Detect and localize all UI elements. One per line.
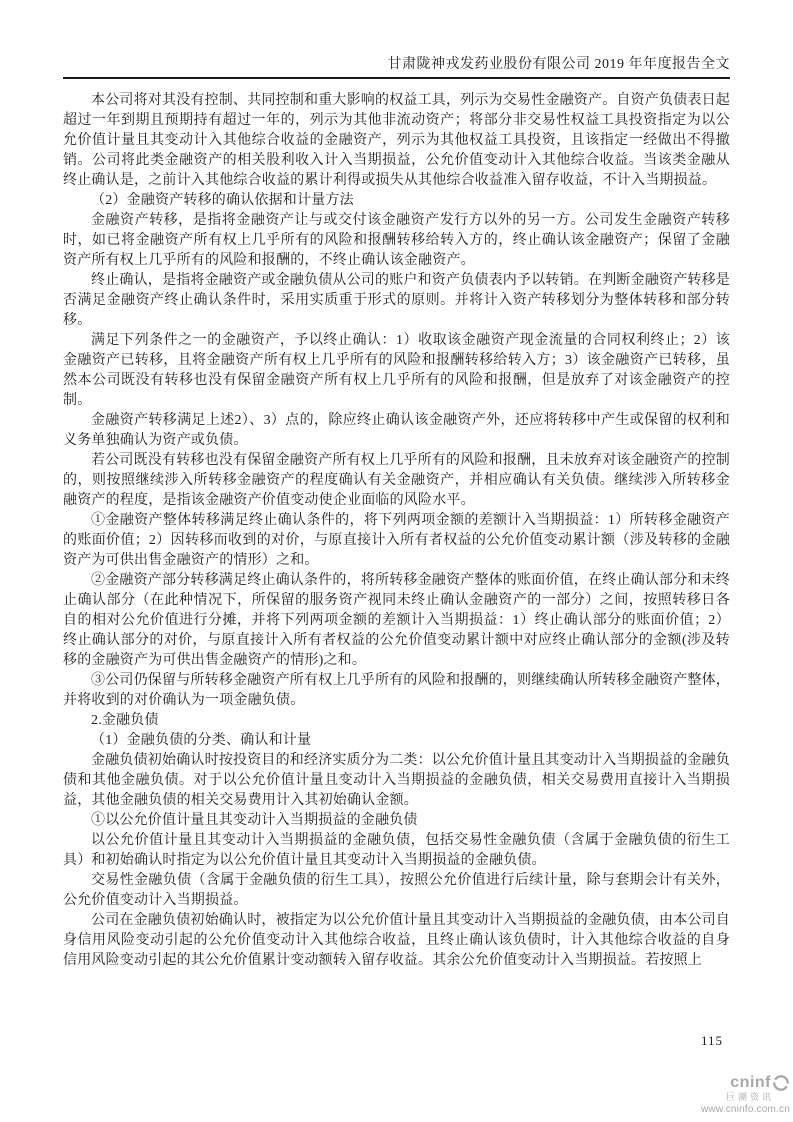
paragraph: 满足下列条件之一的金融资产，予以终止确认：1）收取该金融资产现金流量的合同权利终止；2）该金融资产已转移，且将金融资产所有权上几乎所有的风险和报酬转移给转入方；3）该金融资产已转移，虽然本公司既没有转移也没有保留金融资产所有权上几乎所有的风险和报酬，但是放弃了对该金融资产的控制。 <box>63 333 730 408</box>
section-heading: （1）金融负债的分类、确认和计量 <box>91 733 312 748</box>
page-header <box>63 56 730 79</box>
paragraph: 金融资产转移满足上述2）、3）点的，除应终止确认该金融资产外，还应将转移中产生或保留的权利和义务单独确认为资产或负债。 <box>63 413 730 448</box>
cninfo-swirl-icon <box>772 1074 790 1092</box>
paragraph: 公司在金融负债初始确认时，被指定为以公允价值计量且其变动计入当期损益的金融负债，由本公司自身信用风险变动引起的公允价值变动计入其他综合收益，且终止确认该负债时，计入其他综合收益的自身信用风险变动引起的其公允价值累计变动额转入留存收益。其余公允价值变动计入当期损益。若按照上 <box>63 913 730 968</box>
paragraph: ①金融资产整体转移满足终止确认条件的，将下列两项金额的差额计入当期损益：1）所转移金融资产的账面价值；2）因转移而收到的对价，与原直接计入所有者权益的公允价值变动累计额（涉及转移的金融资产为可供出售金融资产的情形）之和。 <box>63 513 730 568</box>
section-heading: （2）金融资产转移的确认依据和计量方法 <box>91 193 354 208</box>
paragraph: 本公司将对其没有控制、共同控制和重大影响的权益工具，列示为交易性金融资产。自资产负债表日起超过一年到期且预期持有超过一年的，列示为其他非流动资产；将部分非交易性权益工具投资指定为以公允价值计量且其变动计入其他综合收益的金融资产，列示为其他权益工具投资，且该指定一经做出不得撤销。公司将此类金融资产的相关股利收入计入当期损益，公允价值变动计入其他综合收益。当该类金融从终止确认是，之前计入其他综合收益的累计利得或损失从其他综合收益准入留存收益，不计入当期损益。 <box>63 93 730 188</box>
paragraph: 以公允价值计量且其变动计入当期损益的金融负债，包括交易性金融负债（含属于金融负债的衍生工具）和初始确认时指定为以公允价值计量且其变动计入当期损益的金融负债。 <box>63 833 730 868</box>
cninfo-brand-text: cninf <box>730 1074 771 1091</box>
paragraph: 金融负债初始确认时按投资目的和经济实质分为二类：以公允价值计量且其变动计入当期损益的金融负债和其他金融负债。对于以公允价值计量且变动计入当期损益的金融负债，相关交易费用直接计入当期损益，其他金融负债的相关交易费用计入其初始确认金额。 <box>63 753 730 808</box>
cninfo-chinese-name: 巨潮资讯 <box>725 1092 774 1102</box>
page-number: 115 <box>700 1033 723 1048</box>
paragraph: ②金融资产部分转移满足终止确认条件的，将所转移金融资产整体的账面价值，在终止确认部分和未终止确认部分（在此种情况下，所保留的服务资产视同未终止确认金融资产的一部分）之间，按照转移日各自的相对公允价值进行分摊，并将下列两项金额的差额计入当期损益：1）终止确认部分的账面价值；2）终止确认部分的对价，与原直接计入所有者权益的公允价值变动累计额中对应终止确认部分的金额(涉及转移的金融资产为可供出售金融资产的情形)之和。 <box>63 573 730 668</box>
cninfo-watermark <box>680 1074 790 1116</box>
paragraph: 金融资产转移，是指将金融资产让与或交付该金融资产发行方以外的另一方。公司发生金融资产转移时，如已将金融资产所有权上几乎所有的风险和报酬转移给转入方的，终止确认该金融资产；保留了金融资产所有权上几乎所有的风险和报酬的，不终止确认该金融资产。 <box>63 213 730 268</box>
paragraph: 终止确认，是指将金融资产或金融负债从公司的账户和资产负债表内予以转销。在判断金融资产转移是否满足金融资产终止确认条件时，采用实质重于形式的原则。并将计入资产转移划分为整体转移和部分转移。 <box>63 273 730 328</box>
header-title: 甘肃陇神戎发药业股份有限公司 2019 年年度报告全文 <box>387 57 730 72</box>
paragraph: 交易性金融负债（含属于金融负债的衍生工具），按照公允价值进行后续计量，除与套期会计有关外，公允价值变动计入当期损益。 <box>63 873 730 908</box>
cninfo-url: www.cninfo.com.cn <box>701 1104 790 1115</box>
paragraph: ③公司仍保留与所转移金融资产所有权上几乎所有的风险和报酬的，则继续确认所转移金融资产整体，并将收到的对价确认为一项金融负债。 <box>63 673 730 708</box>
paragraph: 若公司既没有转移也没有保留金融资产所有权上几乎所有的风险和报酬，且未放弃对该金融资产的控制的，则按照继续涉入所转移金融资产的程度确认有关金融资产，并相应确认有关负债。继续涉入所转移金融资产的程度，是指该金融资产价值变动使企业面临的风险水平。 <box>63 453 730 508</box>
section-heading: ①以公允价值计量且其变动计入当期损益的金融负债 <box>91 813 418 828</box>
cninfo-brand-row <box>680 1074 790 1092</box>
document-body <box>63 91 730 971</box>
section-heading: 2.金融负债 <box>91 713 159 728</box>
